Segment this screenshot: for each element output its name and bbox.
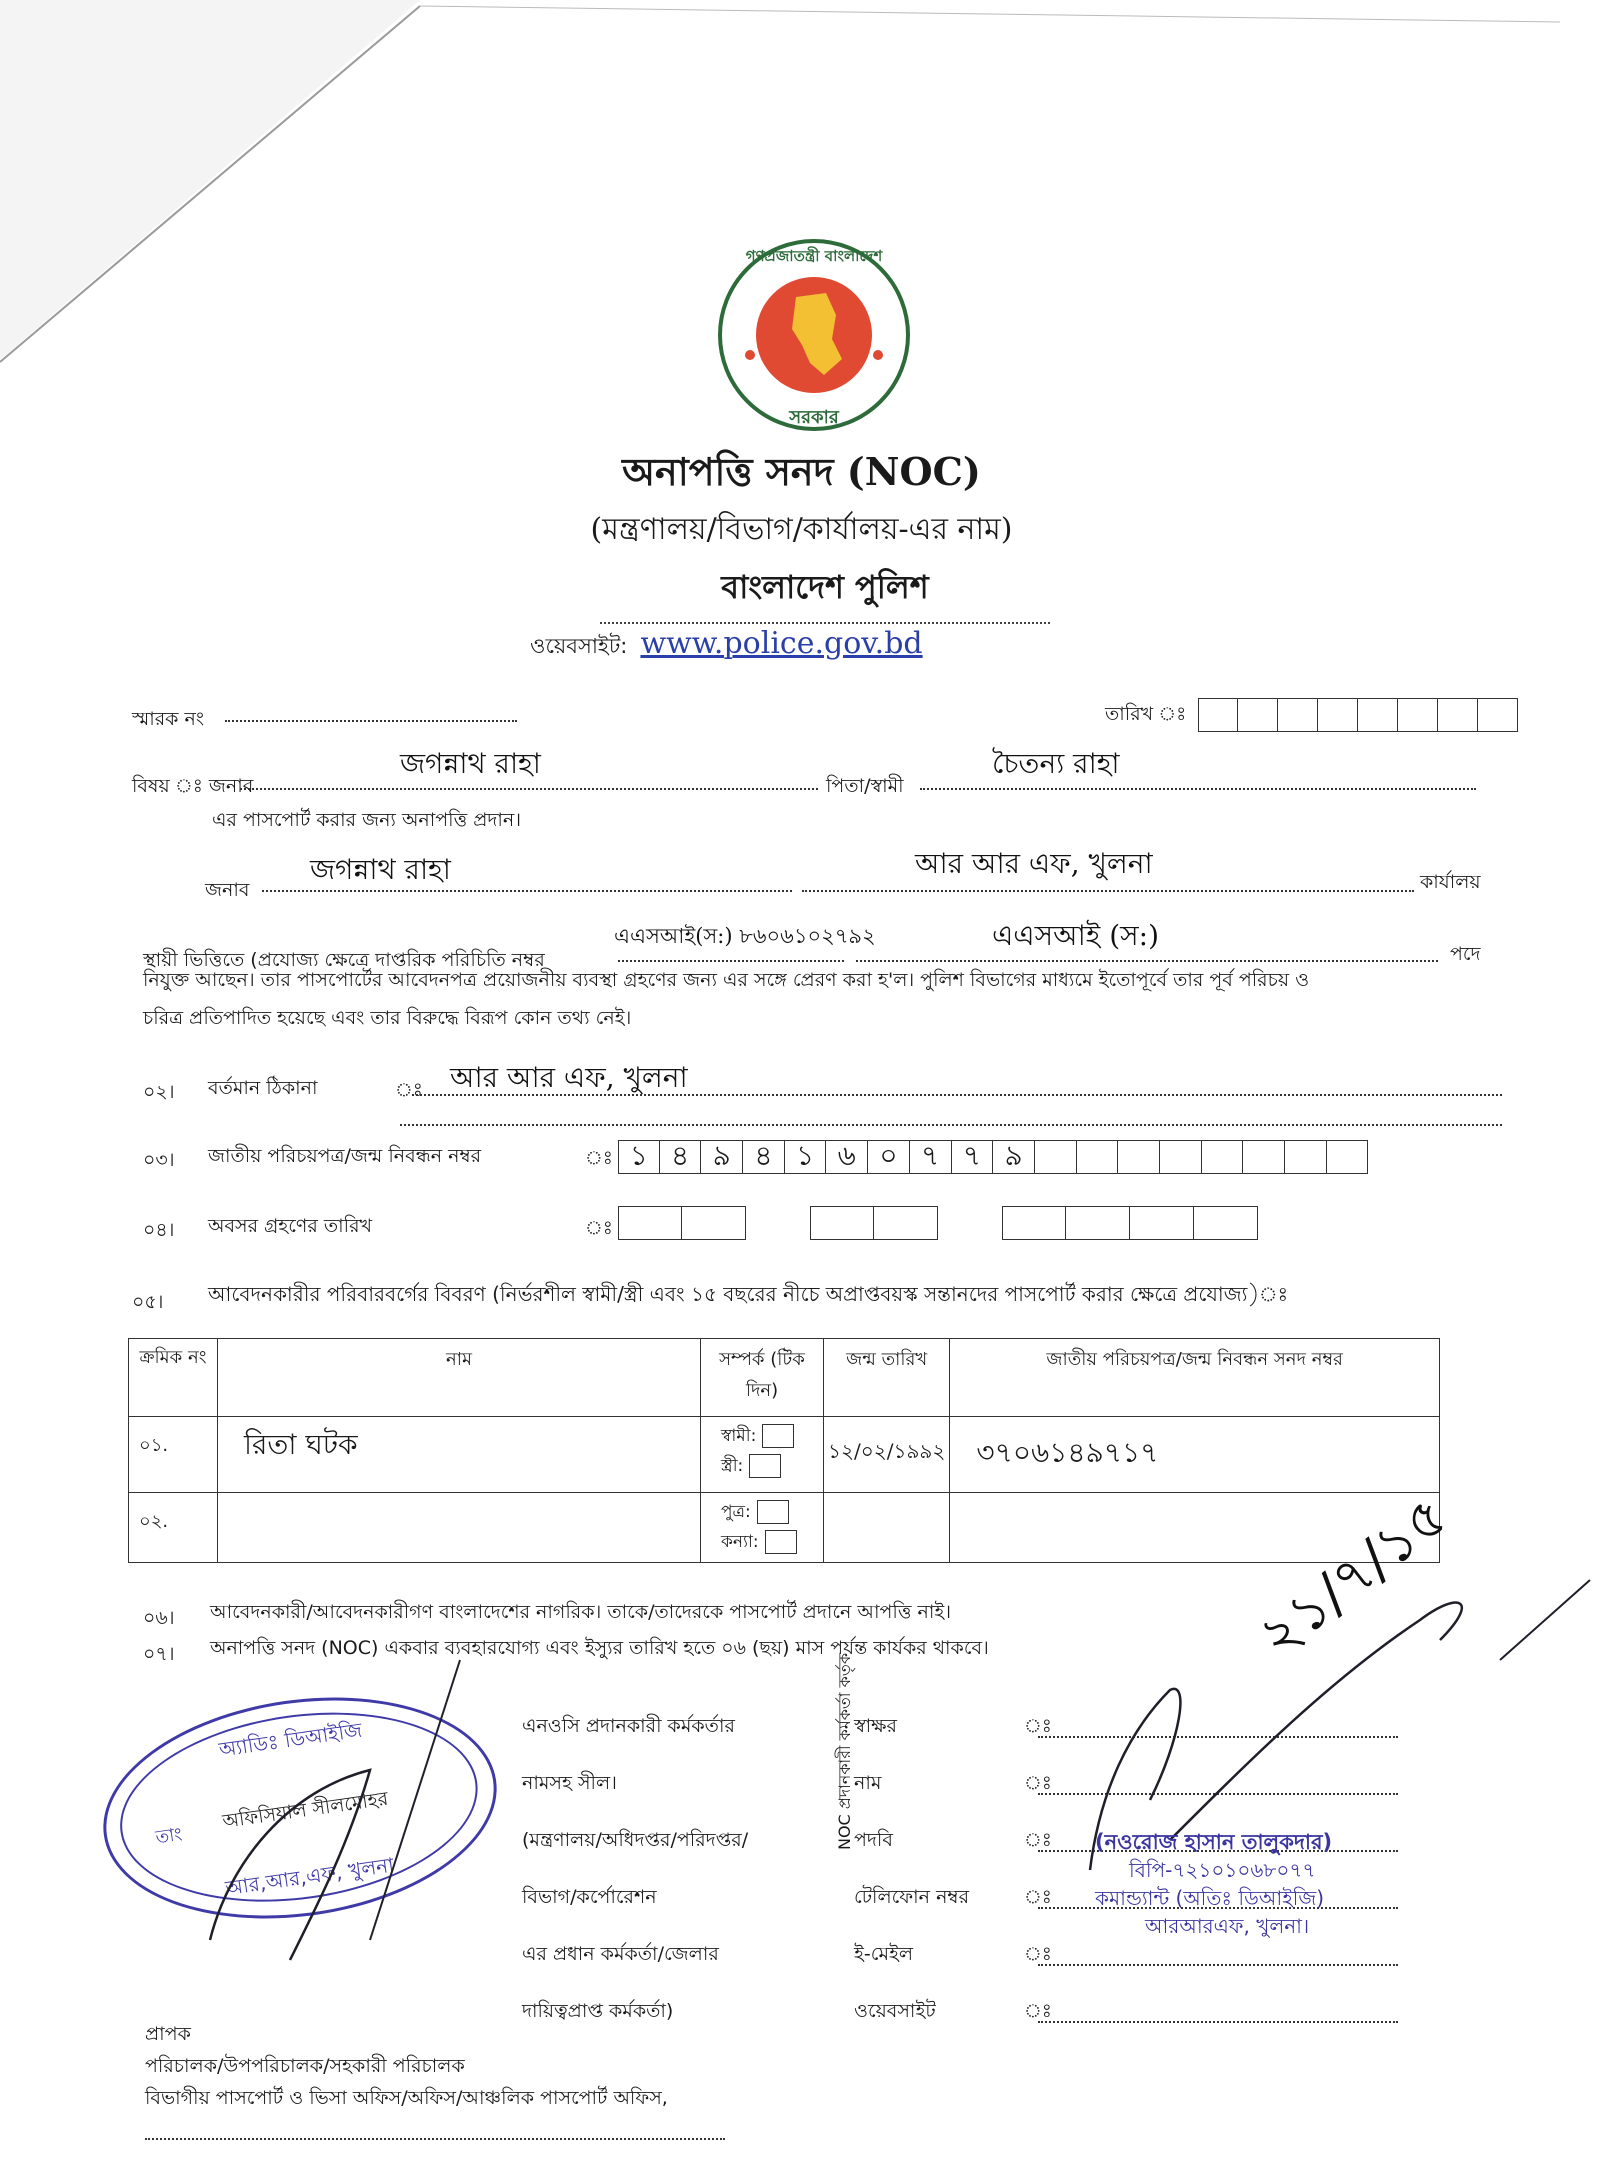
row1-relation xyxy=(701,1417,824,1493)
seal-prefix: তাং xyxy=(154,1823,184,1849)
clause6-number: ০৬। xyxy=(143,1607,175,1629)
officer-line-6: দায়িত্বপ্রাপ্ত কর্মকর্তা) xyxy=(522,2000,674,2022)
signature-date: ২১/৭/১৫ xyxy=(1246,1483,1460,1670)
subject-label: বিষয় ঃ জনাব xyxy=(132,775,254,797)
row2-rel-b: কন্যা: xyxy=(721,1532,759,1552)
field-email-label: ই-মেইল xyxy=(854,1943,914,1965)
nid-digit-box: ৬ xyxy=(826,1140,868,1174)
seal-bottom-text: আর,আর,এফ, খুলনা xyxy=(223,1852,396,1901)
officer-stamp-name: (নওরোজ হাসান তালুকদার) xyxy=(1095,1830,1333,1854)
retire-day-boxes xyxy=(618,1206,746,1240)
nid-digit-box xyxy=(1035,1140,1077,1174)
retire-year-boxes xyxy=(1002,1206,1258,1240)
father-label: পিতা/স্বামী xyxy=(826,775,904,797)
item2-address: আর আর এফ, খুলনা xyxy=(450,1061,688,1094)
field-colon: ঃ xyxy=(1024,1715,1052,1737)
clause6-text: আবেদনকারী/আবেদনকারীগণ বাংলাদেশের নাগরিক। তাকে/তাদেরকে পাসপোর্ট প্রদানে আপত্তি নাই। xyxy=(210,1601,952,1623)
recipient-dotline xyxy=(145,2138,725,2140)
clause7-text: অনাপত্তি সনদ (NOC) একবার ব্যবহারযোগ্য এবং ইস্যুর তারিখ হতে ০৬ (ছয়) মাস পর্যন্ত কার্যকর থাকবে। xyxy=(210,1637,989,1659)
body-para3: চরিত্র প্রতিপাদিত হয়েছে এবং তার বিরুদ্ধে বিরূপ কোন তথ্য নেই। xyxy=(143,1007,632,1029)
nid-digit-box xyxy=(1077,1140,1119,1174)
item2-dotline-2 xyxy=(400,1124,1502,1126)
father-name: চৈতন্য রাহা xyxy=(992,747,1120,780)
perm-text: স্থায়ী ভিত্তিতে (প্রযোজ্য ক্ষেত্রে দাপ্তরিক পরিচিতি নম্বর xyxy=(143,949,545,971)
subject-name: জগন্নাথ রাহা xyxy=(400,747,541,780)
item3-colon: ঃ xyxy=(585,1147,613,1169)
field-signature-label: স্বাক্ষর xyxy=(854,1715,897,1737)
field-colon: ঃ xyxy=(1024,2000,1052,2022)
field-colon: ঃ xyxy=(1024,1943,1052,1965)
row1-rel-b: স্ত্রী: xyxy=(721,1456,744,1476)
office-dotline xyxy=(802,890,1414,892)
nid-digit-box: ৪ xyxy=(660,1140,702,1174)
officer-line-2: নামসহ সীল। xyxy=(522,1772,617,1794)
item4-label: অবসর গ্রহণের তারিখ xyxy=(208,1215,373,1237)
nid-digit-box: ০ xyxy=(868,1140,910,1174)
officer-line-4: বিভাগ/কর্পোরেশন xyxy=(522,1886,657,1908)
table-row xyxy=(129,1417,1440,1493)
nid-digit-box: ১ xyxy=(618,1140,660,1174)
officer-stamp-rank: কমান্ড্যান্ট (অতিঃ ডিআইজি) xyxy=(1095,1886,1325,1910)
emblem-top-text: গণপ্রজাতন্ত্রী বাংলাদেশ xyxy=(745,247,883,265)
nid-digit-box xyxy=(1202,1140,1244,1174)
nid-digit-box: ৭ xyxy=(952,1140,994,1174)
header-name: নাম xyxy=(218,1339,701,1417)
recipient-line1: পরিচালক/উপপরিচালক/সহকারী পরিচালক xyxy=(145,2055,465,2077)
government-emblem xyxy=(714,235,914,435)
nid-digit-box: ৭ xyxy=(910,1140,952,1174)
nid-digit-box: ৯ xyxy=(701,1140,743,1174)
field-website-label: ওয়েবসাইট xyxy=(854,2000,936,2022)
row1-dob: ১২/০২/১৯৯২ xyxy=(824,1417,950,1493)
field-colon: ঃ xyxy=(1024,1829,1052,1851)
header-serial: ক্রমিক নং xyxy=(129,1339,218,1417)
field-phone-label: টেলিফোন নম্বর xyxy=(854,1886,970,1908)
row1-rel-a: স্বামী: xyxy=(721,1426,757,1446)
table-header-row xyxy=(129,1339,1440,1417)
website-label: ওয়েবসাইট: xyxy=(530,634,628,658)
nid-digit-box xyxy=(1243,1140,1285,1174)
officer-designation-stamp xyxy=(1095,1828,1332,1940)
item5-text: আবেদনকারীর পরিবারবর্গের বিবরণ (নির্ভরশীল স্বামী/স্ত্রী এবং ১৫ বছরের নীচে অপ্রাপ্তবয়স্ক সন্তানদের পাসপোর্ট করার ক্ষেত্রে প্রযোজ্য)ঃ xyxy=(208,1282,1289,1306)
recipient-line2: বিভাগীয় পাসপোর্ট ও ভিসা অফিস/অফিস/আঞ্চলিক পাসপোর্ট অফিস, xyxy=(145,2087,668,2109)
body-para2: নিযুক্ত আছেন। তার পাসপোর্টের আবেদনপত্র প্রয়োজনীয় ব্যবস্থা গ্রহণের জন্য এর সঙ্গে প্রেরণ করা হ'ল। পুলিশ বিভাগের মাধ্যমে ইতোপূর্বে তার পূর্ব পরিচয় ও xyxy=(143,969,1310,991)
nid-digit-box xyxy=(1285,1140,1327,1174)
memo-label: স্মারক নং xyxy=(132,708,205,730)
nid-digit-box: ৪ xyxy=(743,1140,785,1174)
website-line xyxy=(530,626,923,665)
id-number: এএসআই(স:) ৮৬০৬১০২৭৯২ xyxy=(614,924,876,948)
row2-rel-a: পুত্র: xyxy=(721,1502,751,1522)
document-title: অনাপত্তি সনদ (NOC) xyxy=(622,449,981,494)
field-designation-label: পদবি xyxy=(854,1829,893,1851)
document-subtitle: (মন্ত্রণালয়/বিভাগ/কার্যালয়-এর নাম) xyxy=(590,512,1013,547)
seal-top-text: অ্যাডিঃ ডিআইজি xyxy=(217,1717,364,1762)
row2-serial: ০২. xyxy=(129,1493,218,1563)
office-name: আর আর এফ, খুলনা xyxy=(915,847,1153,880)
field-colon: ঃ xyxy=(1024,1886,1052,1908)
post-name: এএসআই (স:) xyxy=(992,919,1160,952)
officer-line-1: এনওসি প্রদানকারী কর্মকর্তার xyxy=(522,1715,735,1737)
header-nid: জাতীয় পরিচয়পত্র/জন্ম নিবন্ধন সনদ নম্বর xyxy=(950,1339,1440,1417)
date-label: তারিখ ঃ xyxy=(1105,703,1187,725)
organization-name: বাংলাদেশ পুলিশ xyxy=(600,562,1050,624)
subject-line2: এর পাসপোর্ট করার জন্য অনাপত্তি প্রদান। xyxy=(212,809,522,831)
item4-number: ০৪। xyxy=(143,1219,175,1241)
seal-middle-text: অফিসিয়াল সীলমোহর xyxy=(221,1787,390,1833)
header-relation: সম্পর্ক (টিক দিন) xyxy=(701,1339,824,1417)
field-colon: ঃ xyxy=(1024,1772,1052,1794)
field-name-label: নাম xyxy=(854,1772,882,1794)
nid-digit-box xyxy=(1118,1140,1160,1174)
nid-digit-box: ১ xyxy=(785,1140,827,1174)
row1-nid: ৩৭০৬১৪৯৭১৭ xyxy=(950,1417,1440,1493)
memo-dotline xyxy=(225,720,517,722)
field-dotline xyxy=(1038,2021,1398,2023)
item3-label: জাতীয় পরিচয়পত্র/জন্ম নিবন্ধন নম্বর xyxy=(208,1145,482,1167)
item3-number: ০৩। xyxy=(143,1149,175,1171)
row1-name: রিতা ঘটক xyxy=(218,1417,701,1493)
nid-digit-box xyxy=(1160,1140,1202,1174)
nid-digit-box xyxy=(1327,1140,1369,1174)
spouse-wife-checkbox[interactable] xyxy=(749,1454,781,1478)
item2-number: ০২। xyxy=(143,1081,175,1103)
emblem-bottom-text: সরকার xyxy=(789,407,839,428)
nid-boxes xyxy=(618,1140,1368,1174)
recipient-label: প্রাপক xyxy=(145,2023,191,2045)
item5-number: ০৫। xyxy=(132,1291,164,1313)
officer-line-5: এর প্রধান কর্মকর্তা/জেলার xyxy=(522,1943,719,1965)
spouse-husband-checkbox[interactable] xyxy=(762,1424,794,1448)
header-dob: জন্ম তারিখ xyxy=(824,1339,950,1417)
row1-serial: ০১. xyxy=(129,1417,218,1493)
nid-digit-box: ৯ xyxy=(993,1140,1035,1174)
clause7-number: ০৭। xyxy=(143,1643,175,1665)
website-link[interactable]: www.police.gov.bd xyxy=(640,626,923,661)
retire-month-boxes xyxy=(810,1206,938,1240)
office-label: কার্যালয় xyxy=(1420,871,1481,893)
mr-name: জগন্নাথ রাহা xyxy=(310,853,451,886)
officer-stamp-bp: বিপি-৭২১০১০৬৮০৭৭ xyxy=(1129,1858,1316,1882)
item4-colon: ঃ xyxy=(585,1217,613,1239)
date-boxes xyxy=(1198,698,1518,732)
officer-stamp-unit: আরআরএফ, খুলনা। xyxy=(1145,1914,1310,1938)
item2-colon: ঃ xyxy=(395,1079,423,1101)
officer-line-3: (মন্ত্রণালয়/অধিদপ্তর/পরিদপ্তর/ xyxy=(522,1829,749,1851)
item2-label: বর্তমান ঠিকানা xyxy=(208,1077,318,1099)
child-son-checkbox[interactable] xyxy=(757,1500,789,1524)
family-table xyxy=(128,1338,1440,1563)
mr-label: জনাব xyxy=(205,879,250,901)
post-label: পদে xyxy=(1450,943,1481,965)
